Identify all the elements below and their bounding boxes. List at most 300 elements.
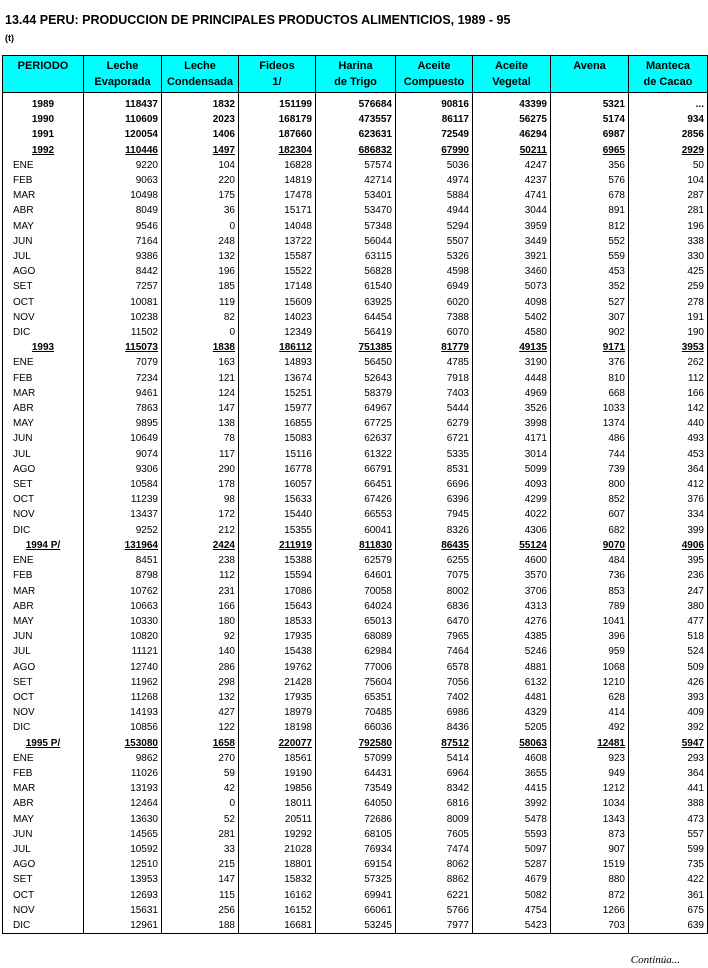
value-cell: 4600 [473, 553, 551, 568]
value-cell: 3190 [473, 355, 551, 370]
value-cell: 122 [162, 720, 239, 735]
month-row [3, 477, 708, 492]
value-cell [473, 340, 551, 355]
value-cell: 668 [551, 386, 629, 401]
value-cell: 1034 [551, 796, 629, 811]
value-cell: 236 [629, 568, 708, 583]
value-cell: 599 [629, 842, 708, 857]
value-cell: 4881 [473, 660, 551, 675]
value-cell: 53470 [316, 203, 396, 218]
year-total-row [3, 538, 708, 553]
period-cell: 1989 [3, 97, 84, 112]
value-cell: 395 [629, 553, 708, 568]
value-cell: 18011 [239, 796, 316, 811]
header-aceite-vegetal: Aceite Vegetal [473, 56, 551, 93]
value-cell: 57325 [316, 872, 396, 887]
value-cell: 376 [629, 492, 708, 507]
value-cell: 215 [162, 857, 239, 872]
value-cell: 15438 [239, 644, 316, 659]
value-cell: 119 [162, 295, 239, 310]
value-cell: 18561 [239, 751, 316, 766]
month-row [3, 644, 708, 659]
value-cell: 64050 [316, 796, 396, 811]
page-title: 13.44 PERU: PRODUCCION DE PRINCIPALES PRODUCTOS ALIMENTICIOS, 1989 - 95 [5, 13, 511, 27]
value-cell: 949 [551, 766, 629, 781]
value-cell: 60041 [316, 523, 396, 538]
period-cell: AGO [3, 660, 84, 675]
value-cell: 12693 [84, 888, 162, 903]
value-cell: 7056 [396, 675, 473, 690]
period-cell: ENE [3, 553, 84, 568]
header-avena: Avena [551, 56, 629, 93]
period-cell: DIC [3, 918, 84, 934]
month-row [3, 720, 708, 735]
value-cell: 3014 [473, 447, 551, 462]
value-cell: 287 [629, 188, 708, 203]
period-cell: DIC [3, 523, 84, 538]
value-label: 792580 [358, 737, 392, 749]
value-cell: 409 [629, 705, 708, 720]
value-cell: 4741 [473, 188, 551, 203]
value-cell: 1068 [551, 660, 629, 675]
header-leche-evaporada: Leche Evaporada [84, 56, 162, 93]
value-cell: 4974 [396, 173, 473, 188]
value-cell: 19762 [239, 660, 316, 675]
period-cell: 1990 [3, 112, 84, 127]
value-label: 686832 [358, 144, 392, 156]
period-cell: DIC [3, 325, 84, 340]
value-cell: 0 [162, 219, 239, 234]
value-cell: 17935 [239, 629, 316, 644]
value-cell: 9546 [84, 219, 162, 234]
value-cell: 90816 [396, 97, 473, 112]
value-cell: 6470 [396, 614, 473, 629]
period-cell: ENE [3, 158, 84, 173]
header-leche-condensada: Leche Condensada [162, 56, 239, 93]
value-cell: 9386 [84, 249, 162, 264]
value-cell: 14565 [84, 827, 162, 842]
value-cell: 3706 [473, 584, 551, 599]
period-cell: NOV [3, 507, 84, 522]
value-cell: 440 [629, 416, 708, 431]
value-cell: 6949 [396, 279, 473, 294]
period-cell: AGO [3, 462, 84, 477]
month-row [3, 188, 708, 203]
value-cell: 188 [162, 918, 239, 934]
value-cell: 414 [551, 705, 629, 720]
value-cell: 42 [162, 781, 239, 796]
value-cell: 453 [551, 264, 629, 279]
value-cell: 191 [629, 310, 708, 325]
value-cell: 16855 [239, 416, 316, 431]
value-cell: ... [629, 97, 708, 112]
value-cell: 75604 [316, 675, 396, 690]
value-label: 110446 [125, 144, 158, 156]
value-cell: 9306 [84, 462, 162, 477]
value-cell: 36 [162, 203, 239, 218]
value-label: 115073 [125, 342, 158, 354]
value-cell: 57574 [316, 158, 396, 173]
value-cell: 124 [162, 386, 239, 401]
value-cell: 484 [551, 553, 629, 568]
value-cell: 166 [162, 599, 239, 614]
value-cell: 6132 [473, 675, 551, 690]
value-cell [162, 736, 239, 751]
value-cell: 42714 [316, 173, 396, 188]
value-cell: 1266 [551, 903, 629, 918]
value-label: 1838 [212, 342, 235, 354]
value-cell: 4022 [473, 507, 551, 522]
month-row [3, 690, 708, 705]
value-cell: 16057 [239, 477, 316, 492]
value-label: 182304 [278, 144, 312, 156]
value-cell: 50 [629, 158, 708, 173]
period-label: 1993 [31, 342, 55, 354]
value-cell: 3959 [473, 219, 551, 234]
value-cell: 559 [551, 249, 629, 264]
value-cell: 473 [629, 812, 708, 827]
value-cell: 427 [162, 705, 239, 720]
value-cell: 5097 [473, 842, 551, 857]
value-cell: 11502 [84, 325, 162, 340]
value-cell: 33 [162, 842, 239, 857]
value-label: 9171 [602, 342, 625, 354]
value-cell: 8049 [84, 203, 162, 218]
value-cell: 4754 [473, 903, 551, 918]
value-cell: 5884 [396, 188, 473, 203]
value-cell: 4944 [396, 203, 473, 218]
value-cell [396, 143, 473, 158]
value-cell: 61540 [316, 279, 396, 294]
value-cell: 8862 [396, 872, 473, 887]
value-cell: 248 [162, 234, 239, 249]
value-cell: 330 [629, 249, 708, 264]
value-cell: 873 [551, 827, 629, 842]
header-row [3, 56, 708, 93]
value-cell: 121 [162, 371, 239, 386]
month-row [3, 918, 708, 934]
value-cell: 293 [629, 751, 708, 766]
value-cell: 6987 [551, 127, 629, 142]
value-cell: 5507 [396, 234, 473, 249]
value-cell: 62579 [316, 553, 396, 568]
period-cell: NOV [3, 705, 84, 720]
value-cell: 10663 [84, 599, 162, 614]
value-label: 751385 [358, 342, 392, 354]
month-row [3, 249, 708, 264]
month-row [3, 553, 708, 568]
value-cell: 7474 [396, 842, 473, 857]
value-cell: 78 [162, 431, 239, 446]
value-cell: 682 [551, 523, 629, 538]
value-cell: 9461 [84, 386, 162, 401]
value-cell: 68105 [316, 827, 396, 842]
month-row [3, 796, 708, 811]
month-row [3, 462, 708, 477]
value-cell: 166 [629, 386, 708, 401]
value-label: 81779 [441, 342, 469, 354]
value-cell: 56275 [473, 112, 551, 127]
value-cell: 6255 [396, 553, 473, 568]
value-cell: 3044 [473, 203, 551, 218]
value-cell: 396 [551, 629, 629, 644]
value-cell: 104 [629, 173, 708, 188]
value-cell: 9220 [84, 158, 162, 173]
value-cell: 118437 [84, 97, 162, 112]
value-cell: 8451 [84, 553, 162, 568]
month-row [3, 447, 708, 462]
value-cell: 72686 [316, 812, 396, 827]
period-cell: MAR [3, 584, 84, 599]
value-cell: 132 [162, 249, 239, 264]
value-cell: 17478 [239, 188, 316, 203]
value-cell: 4329 [473, 705, 551, 720]
value-cell [473, 538, 551, 553]
value-cell: 175 [162, 188, 239, 203]
month-row [3, 523, 708, 538]
value-cell: 147 [162, 872, 239, 887]
value-cell: 82 [162, 310, 239, 325]
month-row [3, 751, 708, 766]
value-cell: 15587 [239, 249, 316, 264]
value-cell: 5073 [473, 279, 551, 294]
value-cell [551, 538, 629, 553]
value-cell: 281 [162, 827, 239, 842]
value-cell: 21028 [239, 842, 316, 857]
value-cell [629, 736, 708, 751]
annual-row [3, 127, 708, 142]
value-cell: 67426 [316, 492, 396, 507]
month-row [3, 568, 708, 583]
value-cell: 4448 [473, 371, 551, 386]
value-cell: 220 [162, 173, 239, 188]
value-cell: 256 [162, 903, 239, 918]
value-cell [84, 143, 162, 158]
value-cell: 5082 [473, 888, 551, 903]
value-cell: 13193 [84, 781, 162, 796]
month-row [3, 766, 708, 781]
value-cell: 412 [629, 477, 708, 492]
value-cell: 15522 [239, 264, 316, 279]
value-cell: 21428 [239, 675, 316, 690]
period-cell: AGO [3, 264, 84, 279]
value-cell: 399 [629, 523, 708, 538]
value-cell: 10330 [84, 614, 162, 629]
value-cell: 66061 [316, 903, 396, 918]
value-cell: 212 [162, 523, 239, 538]
value-cell: 63115 [316, 249, 396, 264]
value-cell: 2023 [162, 112, 239, 127]
value-cell: 8442 [84, 264, 162, 279]
value-cell: 8798 [84, 568, 162, 583]
value-cell: 142 [629, 401, 708, 416]
month-row [3, 872, 708, 887]
value-cell: 61322 [316, 447, 396, 462]
value-cell: 5174 [551, 112, 629, 127]
value-cell [396, 736, 473, 751]
value-cell: 290 [162, 462, 239, 477]
value-cell [316, 143, 396, 158]
period-cell: SET [3, 675, 84, 690]
value-cell: 5246 [473, 644, 551, 659]
period-cell: ENE [3, 355, 84, 370]
value-cell [473, 143, 551, 158]
value-cell: 15633 [239, 492, 316, 507]
value-cell: 853 [551, 584, 629, 599]
value-cell: 8342 [396, 781, 473, 796]
value-cell: 52643 [316, 371, 396, 386]
value-label: 12481 [597, 737, 625, 749]
value-cell: 1519 [551, 857, 629, 872]
value-cell: 6578 [396, 660, 473, 675]
value-cell: 11121 [84, 644, 162, 659]
value-cell: 16681 [239, 918, 316, 934]
value-cell: 5414 [396, 751, 473, 766]
value-cell: 16778 [239, 462, 316, 477]
value-cell: 67725 [316, 416, 396, 431]
value-label: 9070 [602, 539, 625, 551]
month-row [3, 219, 708, 234]
value-label: 87512 [441, 737, 469, 749]
value-cell: 66451 [316, 477, 396, 492]
value-cell: 1041 [551, 614, 629, 629]
value-label: 86435 [441, 539, 469, 551]
period-cell: JUN [3, 234, 84, 249]
value-cell: 4098 [473, 295, 551, 310]
value-cell [551, 340, 629, 355]
value-cell: 736 [551, 568, 629, 583]
month-row [3, 614, 708, 629]
value-cell: 393 [629, 690, 708, 705]
value-cell: 441 [629, 781, 708, 796]
period-cell: JUL [3, 644, 84, 659]
value-cell: 64431 [316, 766, 396, 781]
value-cell: 17935 [239, 690, 316, 705]
value-cell: 8531 [396, 462, 473, 477]
value-cell: 623631 [316, 127, 396, 142]
month-row [3, 629, 708, 644]
period-cell: FEB [3, 568, 84, 583]
value-cell: 4580 [473, 325, 551, 340]
value-cell: 278 [629, 295, 708, 310]
value-cell: 518 [629, 629, 708, 644]
value-cell: 66553 [316, 507, 396, 522]
value-cell: 58379 [316, 386, 396, 401]
value-cell: 4598 [396, 264, 473, 279]
value-cell: 5444 [396, 401, 473, 416]
value-cell [239, 538, 316, 553]
period-cell [3, 538, 84, 553]
year-total-row [3, 340, 708, 355]
period-cell [3, 736, 84, 751]
value-cell: 15594 [239, 568, 316, 583]
period-cell [3, 143, 84, 158]
value-cell: 4415 [473, 781, 551, 796]
value-cell: 11268 [84, 690, 162, 705]
value-cell: 880 [551, 872, 629, 887]
annual-row [3, 97, 708, 112]
value-cell: 56828 [316, 264, 396, 279]
value-cell: 12349 [239, 325, 316, 340]
value-label: 49135 [519, 342, 547, 354]
value-cell: 6721 [396, 431, 473, 446]
value-cell: 703 [551, 918, 629, 934]
month-row [3, 888, 708, 903]
value-cell: 238 [162, 553, 239, 568]
value-cell: 3992 [473, 796, 551, 811]
value-cell: 735 [629, 857, 708, 872]
value-cell: 9063 [84, 173, 162, 188]
value-cell [473, 736, 551, 751]
header-periodo: PERIODO [3, 56, 84, 93]
value-cell: 5099 [473, 462, 551, 477]
value-cell: 14048 [239, 219, 316, 234]
value-cell: 69941 [316, 888, 396, 903]
value-cell: 5423 [473, 918, 551, 934]
month-row [3, 355, 708, 370]
value-cell [551, 143, 629, 158]
value-cell: 12740 [84, 660, 162, 675]
header-fideos: Fideos 1/ [239, 56, 316, 93]
value-cell: 53245 [316, 918, 396, 934]
value-cell: 17086 [239, 584, 316, 599]
value-cell: 8002 [396, 584, 473, 599]
value-cell: 4247 [473, 158, 551, 173]
value-cell: 3449 [473, 234, 551, 249]
period-cell: JUN [3, 431, 84, 446]
value-cell: 8326 [396, 523, 473, 538]
month-row [3, 371, 708, 386]
month-row [3, 842, 708, 857]
value-cell: 7965 [396, 629, 473, 644]
value-label: 6965 [602, 144, 625, 156]
value-cell: 4276 [473, 614, 551, 629]
period-cell: SET [3, 872, 84, 887]
value-cell: 56450 [316, 355, 396, 370]
period-cell: MAR [3, 386, 84, 401]
value-cell [396, 340, 473, 355]
month-row [3, 599, 708, 614]
value-cell: 5766 [396, 903, 473, 918]
value-cell: 426 [629, 675, 708, 690]
value-cell: 13674 [239, 371, 316, 386]
value-cell: 64967 [316, 401, 396, 416]
value-cell: 923 [551, 751, 629, 766]
value-cell: 14893 [239, 355, 316, 370]
value-cell: 8009 [396, 812, 473, 827]
value-cell: 678 [551, 188, 629, 203]
month-row [3, 827, 708, 842]
value-cell: 334 [629, 507, 708, 522]
value-cell: 178 [162, 477, 239, 492]
value-cell: 907 [551, 842, 629, 857]
value-cell: 104 [162, 158, 239, 173]
value-cell: 364 [629, 766, 708, 781]
value-cell: 800 [551, 477, 629, 492]
period-cell: ABR [3, 401, 84, 416]
value-cell: 14193 [84, 705, 162, 720]
value-cell: 19856 [239, 781, 316, 796]
value-cell: 10592 [84, 842, 162, 857]
value-cell: 180 [162, 614, 239, 629]
month-row [3, 812, 708, 827]
value-cell: 4785 [396, 355, 473, 370]
value-label: 5947 [681, 737, 704, 749]
period-cell: MAY [3, 614, 84, 629]
value-cell: 557 [629, 827, 708, 842]
value-cell: 64454 [316, 310, 396, 325]
value-cell: 891 [551, 203, 629, 218]
